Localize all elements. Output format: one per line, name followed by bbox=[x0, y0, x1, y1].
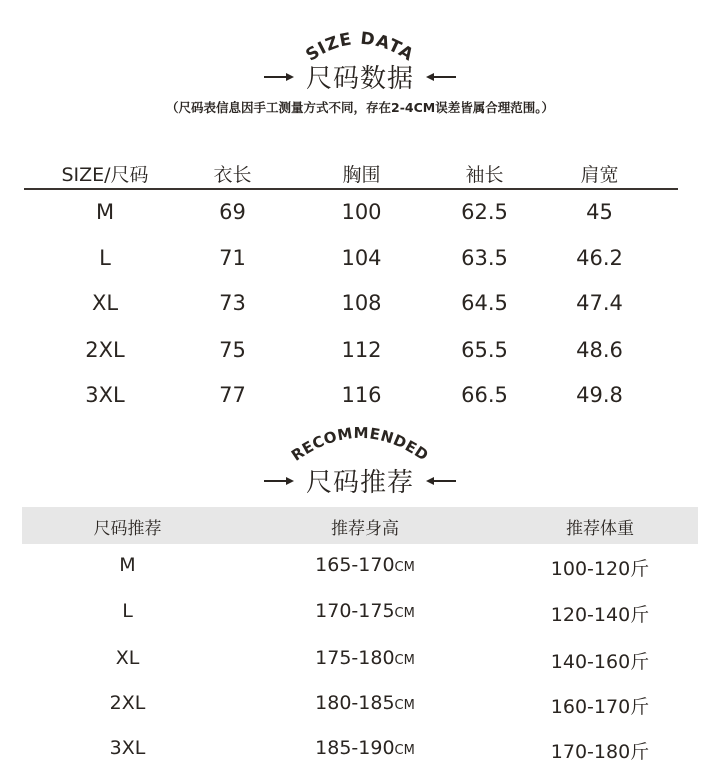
table-cell: 104 bbox=[341, 246, 382, 270]
col-header-size: SIZE/尺码 bbox=[61, 164, 149, 186]
table-cell: 108 bbox=[341, 291, 382, 315]
height-unit: CM bbox=[394, 698, 415, 713]
recommended-badge bbox=[288, 416, 432, 462]
height-unit: CM bbox=[394, 743, 415, 758]
height-range: 180-185 bbox=[315, 692, 395, 714]
col-header-weight: 推荐体重 bbox=[566, 519, 634, 539]
height-range: 165-170 bbox=[315, 554, 395, 576]
col-header-sleeve: 袖长 bbox=[465, 164, 504, 186]
height-unit: CM bbox=[394, 606, 415, 621]
table-cell: 2XL bbox=[109, 692, 146, 714]
table-cell: 65.5 bbox=[461, 338, 508, 362]
table-cell: 100 bbox=[341, 200, 382, 224]
size-data-badge-text: SIZE DATA bbox=[302, 28, 418, 64]
table-cell: 120-140斤 bbox=[550, 604, 650, 626]
col-header-shoulder: 肩宽 bbox=[580, 164, 619, 186]
table-cell: 3XL bbox=[109, 737, 146, 759]
ornament-right-icon bbox=[424, 476, 458, 486]
table-cell: 62.5 bbox=[461, 200, 508, 224]
table-cell: 71 bbox=[219, 246, 246, 270]
table-cell: 3XL bbox=[85, 383, 125, 407]
table-cell: XL bbox=[115, 647, 140, 669]
col-header-chest: 胸围 bbox=[342, 164, 381, 186]
height-range: 170-175 bbox=[315, 600, 395, 622]
table-cell: 112 bbox=[341, 338, 382, 362]
heading-text: 尺码推荐 bbox=[305, 468, 414, 498]
table-cell: 73 bbox=[219, 291, 246, 315]
table-cell: L bbox=[99, 246, 111, 270]
ornament-left-icon bbox=[262, 72, 296, 82]
table-cell: 140-160斤 bbox=[550, 651, 650, 673]
ornament-right-icon bbox=[424, 72, 458, 82]
table-cell: 63.5 bbox=[461, 246, 508, 270]
table-cell: 66.5 bbox=[461, 383, 508, 407]
svg-text:RECOMMENDED bbox=[288, 424, 432, 462]
col-header-height: 推荐身高 bbox=[331, 519, 399, 539]
size-data-heading bbox=[0, 58, 720, 95]
table-cell: 100-120斤 bbox=[550, 558, 650, 580]
header-divider bbox=[24, 188, 678, 190]
table-cell: 48.6 bbox=[576, 338, 623, 362]
table-cell: XL bbox=[91, 291, 119, 315]
recommend-heading bbox=[0, 462, 720, 499]
table-cell: M bbox=[119, 554, 136, 576]
ornament-left-icon bbox=[262, 476, 296, 486]
table-cell: L bbox=[122, 600, 133, 622]
table-cell: 2XL bbox=[85, 338, 125, 362]
table-cell: 46.2 bbox=[576, 246, 623, 270]
col-header-size: 尺码推荐 bbox=[93, 519, 162, 539]
table-cell: 160-170斤 bbox=[550, 696, 650, 718]
table-cell: 116 bbox=[341, 383, 382, 407]
height-unit: CM bbox=[394, 560, 415, 575]
table-cell: 69 bbox=[219, 200, 246, 224]
table-cell: 47.4 bbox=[576, 291, 623, 315]
height-unit: CM bbox=[394, 653, 415, 668]
table-cell: 77 bbox=[219, 383, 246, 407]
col-header-length: 衣长 bbox=[213, 164, 252, 186]
heading-text: 尺码数据 bbox=[305, 64, 414, 94]
table-cell bbox=[285, 554, 445, 576]
table-cell bbox=[285, 647, 445, 669]
recommended-badge-text: RECOMMENDED bbox=[288, 423, 432, 462]
measurement-note: （尺码表信息因手工测量方式不同，存在2-4CM误差皆属合理范围。） bbox=[166, 100, 554, 115]
table-cell: 64.5 bbox=[461, 291, 508, 315]
table-cell: 75 bbox=[219, 338, 246, 362]
height-range: 175-180 bbox=[315, 647, 395, 669]
table-cell bbox=[285, 692, 445, 714]
table-cell: M bbox=[95, 200, 115, 224]
table-cell bbox=[285, 600, 445, 622]
height-range: 185-190 bbox=[315, 737, 395, 759]
table-cell: 45 bbox=[586, 200, 613, 224]
table-cell: 49.8 bbox=[576, 383, 623, 407]
table-cell bbox=[285, 737, 445, 759]
table-cell: 170-180斤 bbox=[550, 741, 650, 763]
